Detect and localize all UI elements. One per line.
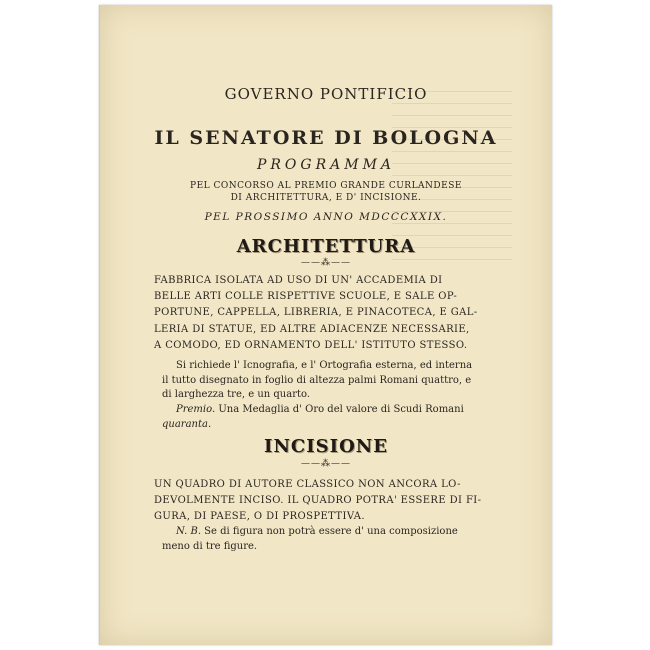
requirement-line: di larghezza tre, e un quarto.	[162, 389, 311, 400]
nb-text: Se di figura non potrà essere d' una composizione	[201, 526, 458, 537]
premio-label: Premio.	[176, 404, 216, 415]
incisione-subject	[154, 477, 506, 526]
architettura-title: ARCHITETTURA	[236, 236, 416, 257]
architettura-premio	[162, 403, 506, 432]
subject-line: A COMODO, ED ORNAMENTO DELL' ISTITUTO STESSO.	[154, 339, 468, 351]
subject-line: BELLE ARTI COLLE RISPETTIVE SCUOLE, E SALE OP-	[154, 291, 458, 303]
premio-line	[162, 403, 506, 418]
subject-line: PORTUNE, CAPPELLA, LIBRERIA, E PINACOTECA, E GAL-	[154, 307, 478, 319]
document-page	[99, 5, 552, 645]
incisione-note	[162, 525, 506, 554]
ornament-divider: ——⁂——	[301, 258, 351, 268]
note-line	[162, 525, 506, 540]
premio-text: Una Medaglia d' Oro del valore di Scudi Romani	[215, 404, 464, 415]
ornament-divider: ——⁂——	[301, 459, 351, 469]
concorso-line: PEL CONCORSO AL PREMIO GRANDE CURLANDESE	[190, 181, 462, 191]
note-line: meno di tre figure.	[162, 540, 258, 552]
concorso-line: DI ARCHITETTURA, E D' INCISIONE.	[230, 193, 422, 203]
subject-line: UN QUADRO DI AUTORE CLASSICO NON ANCORA LO-	[154, 479, 461, 490]
architettura-subject	[154, 273, 506, 354]
programma-heading: PROGRAMMA	[256, 157, 396, 173]
government-heading: GOVERNO PONTIFICIO	[224, 85, 428, 103]
document-content	[100, 5, 552, 645]
subject-line: DEVOLMENTE INCISO. IL QUADRO POTRA' ESSERE DI FI-	[154, 495, 482, 507]
requirement-line: Si richiede l' Icnografia, e l' Ortografia esterna, ed interna	[176, 360, 473, 371]
subject-line: LERIA DI STATUE, ED ALTRE ADIACENZE NECESSARIE,	[154, 323, 470, 335]
senator-heading: IL SENATORE DI BOLOGNA	[154, 127, 498, 149]
incisione-title: INCISIONE	[264, 436, 388, 457]
year-line: PEL PROSSIMO ANNO MDCCCXXIX.	[204, 211, 448, 223]
subject-line: FABBRICA ISOLATA AD USO DI UN' ACCADEMIA DI	[154, 275, 443, 286]
nb-label: N. B.	[176, 526, 201, 537]
subject-line: GURA, DI PAESE, O DI PROSPETTIVA.	[154, 511, 365, 523]
requirement-line: il tutto disegnato in foglio di altezza palmi Romani quattro, e	[162, 374, 472, 386]
architettura-requirements	[162, 359, 506, 403]
premio-amount: quaranta.	[162, 418, 212, 430]
concorso-subtitle	[100, 180, 552, 204]
